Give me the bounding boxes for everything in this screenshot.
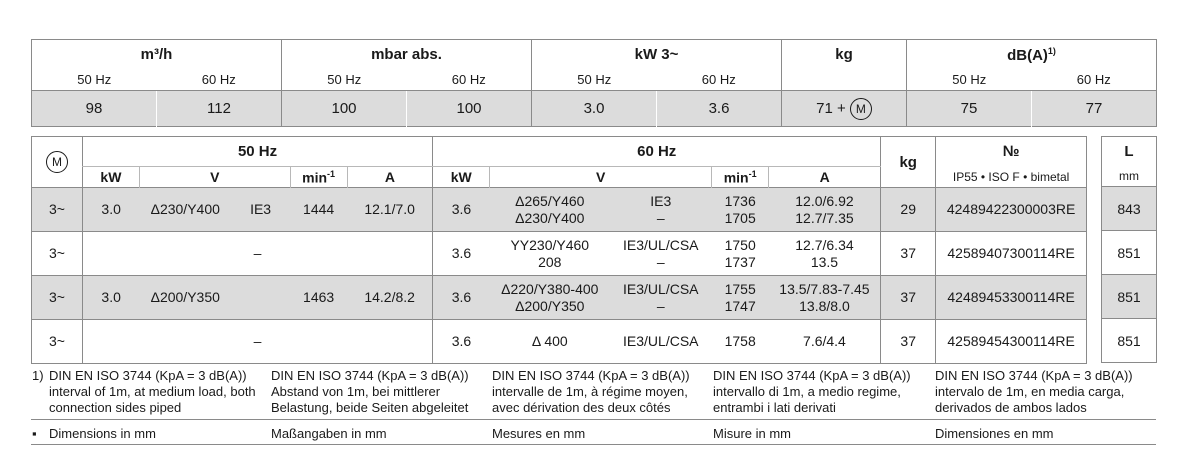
part-number-cell: 42489453300114RE [936,276,1087,320]
power-50hz-value: 3.0 [532,91,657,127]
min-60-header: $\min^{-1}$ [712,167,769,188]
min60-cell: 1755 1747 [712,276,769,320]
flow-50hz-value: 98 [32,91,157,127]
freq-label: 60 Hz [701,72,736,87]
ie60-cell: IE3/UL/CSA – [610,232,712,276]
freq-label: 60 Hz [451,72,486,87]
v60-cell: Δ265/Y460 Δ230/Y400 [490,188,610,232]
flow-header: m³/h [140,46,173,63]
table-row [32,320,1087,364]
kw50-cell: 3.0 [82,276,139,320]
length-cell: 851 [1102,319,1157,363]
freq-label: 60 Hz [201,72,236,87]
bullet-icon: ▪ [32,426,37,441]
v60-cell: Δ220/Y380-400 Δ200/Y350 [490,276,610,320]
ie60-cell: IE3 – [610,188,712,232]
group-60hz-header: 60 Hz [433,137,881,167]
phase-cell: 3~ [32,320,83,364]
na-50hz-cell: – [82,232,432,276]
min60-cell: 1736 1705 [712,188,769,232]
dims-es: Dimensiones en mm [935,426,1054,441]
v-50-header: V [139,167,290,188]
footnote-divider [31,419,1156,420]
a50-cell: 14.2/8.2 [347,276,433,320]
part-number-cell: 42489422300003RE [936,188,1087,232]
a50-cell: 12.1/7.0 [347,188,433,232]
motor-table [31,136,1087,364]
a60-cell: 12.0/6.92 12.7/7.35 [769,188,881,232]
dims-de: Maßangaben in mm [271,426,387,441]
noise-50hz-value: 75 [907,91,1032,127]
group-50hz-header: 50 Hz [82,137,432,167]
spec-header: IP55 • ISO F • bimetal [936,167,1087,188]
noise-60hz-value: 77 [1032,91,1157,127]
motor-icon: M [46,151,68,173]
kg-cell: 29 [881,188,936,232]
part-number-cell: 42589454300114RE [936,320,1087,364]
kw50-cell: 3.0 [82,188,139,232]
phase-cell: 3~ [32,232,83,276]
v60-cell: Δ 400 [490,320,610,364]
kg-cell: 37 [881,320,936,364]
min-50-header: $\min^{-1}$ [290,167,347,188]
freq-label: 50 Hz [282,69,407,91]
min60-cell: 1758 [712,320,769,364]
length-header: L [1124,143,1134,160]
pressure-header: mbar abs. [282,40,532,70]
ie50-cell [231,276,290,320]
length-cell: 851 [1102,275,1157,319]
footnote-marker: 1) [32,368,44,383]
min50-cell: 1463 [290,276,347,320]
ie50-cell: IE3 [231,188,290,232]
a60-cell: 12.7/6.34 13.5 [769,232,881,276]
weight-value: 71 + M [782,91,907,127]
ie60-cell: IE3/UL/CSA – [610,276,712,320]
motor-icon: M [850,98,872,120]
footnote-en: DIN EN ISO 3744 (KpA = 3 dB(A)) interval of 1m, at medium load, both connection sides piped [49,368,256,415]
dims-it: Misure in mm [713,426,792,441]
power-header: kW 3~ [532,40,782,70]
kg-cell: 37 [881,276,936,320]
number-header: № [936,137,1087,167]
length-table [1101,136,1157,363]
footnote-es: DIN EN ISO 3744 (KpA = 3 dB(A)) intervalo de 1m, en media carga, derivados de ambos lados [935,368,1133,415]
v50-cell: Δ200/Y350 [139,276,231,320]
phase-cell: 3~ [32,276,83,320]
kw60-cell: 3.6 [433,320,490,364]
weight-header: kg [782,40,907,70]
v50-cell: Δ230/Y400 [139,188,231,232]
dims-en: Dimensions in mm [49,426,156,441]
table-row [32,276,1087,320]
length-cell: 851 [1102,231,1157,275]
table-row [32,188,1087,232]
kw-60-header: kW [433,167,490,188]
kw60-cell: 3.6 [433,276,490,320]
a60-cell: 13.5/7.83-7.45 13.8/8.0 [769,276,881,320]
freq-label: 50 Hz [532,69,657,91]
na-50hz-cell: – [82,320,432,364]
a-50-header: A [347,167,433,188]
footnote-fr: DIN EN ISO 3744 (KpA = 3 dB(A)) intervalle de 1m, à régime moyen, avec dérivation des deux côtés [492,368,690,415]
dims-fr: Mesures en mm [492,426,586,441]
kw-50-header: kW [82,167,139,188]
kg-cell: 37 [881,232,936,276]
pressure-60hz-value: 100 [407,91,532,127]
kw60-cell: 3.6 [433,232,490,276]
min50-cell: 1444 [290,188,347,232]
flow-60hz-value: 112 [157,91,282,127]
performance-table [31,39,1157,127]
length-unit: mm [1119,169,1139,183]
kg-header: kg [881,137,936,188]
table-row [32,232,1087,276]
length-cell: 843 [1102,187,1157,231]
bottom-divider [31,444,1156,445]
footnote-it: DIN EN ISO 3744 (KpA = 3 dB(A)) intervallo di 1m, a medio regime, entrambi i lati derivati [713,368,911,415]
footnote-de: DIN EN ISO 3744 (KpA = 3 dB(A)) Abstand von 1m, bei mittlerer Belastung, beide Seiten abgeleitet [271,368,469,415]
a-60-header: A [769,167,881,188]
phase-cell: 3~ [32,188,83,232]
min60-cell: 1750 1737 [712,232,769,276]
ie60-cell: IE3/UL/CSA [610,320,712,364]
kw60-cell: 3.6 [433,188,490,232]
motor-header [32,137,83,188]
freq-label: 60 Hz [1076,72,1111,87]
v-60-header: V [490,167,712,188]
freq-label: 50 Hz [907,69,1032,91]
freq-label: 50 Hz [77,72,112,87]
noise-footnote-ref: 1) [1047,45,1056,56]
power-60hz-value: 3.6 [657,91,782,127]
pressure-50hz-value: 100 [282,91,407,127]
a60-cell: 7.6/4.4 [769,320,881,364]
noise-header: $dB(A)^{1)}$ [907,40,1157,70]
part-number-cell: 42589407300114RE [936,232,1087,276]
v60-cell: YY230/Y460 208 [490,232,610,276]
